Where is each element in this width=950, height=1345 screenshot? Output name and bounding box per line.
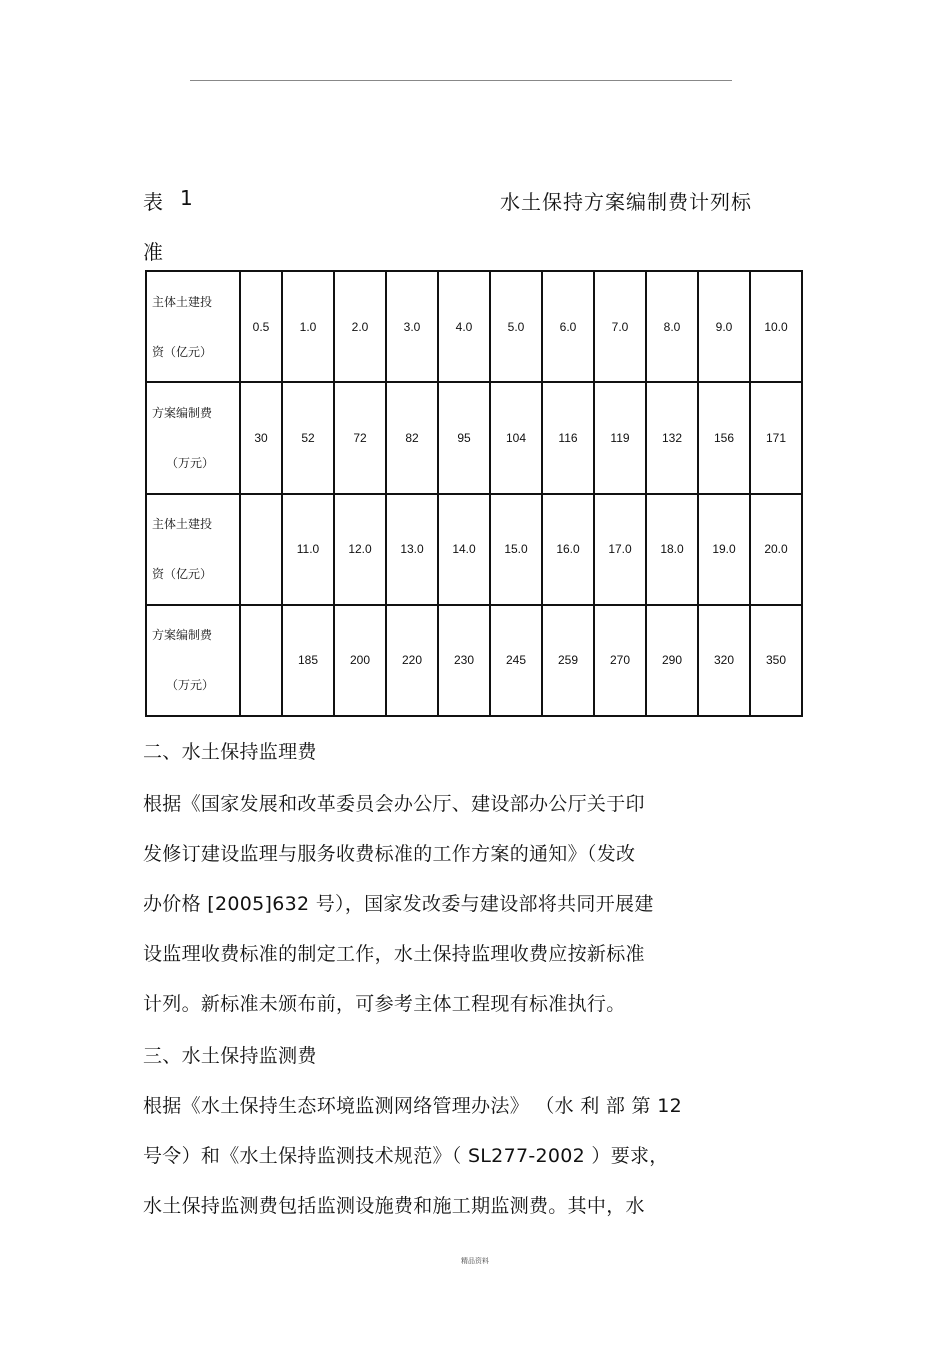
- fee-table: [145, 270, 803, 717]
- row-header: [146, 605, 240, 716]
- row-header-line-2: （万元）: [166, 455, 215, 470]
- table-cell: 4.0: [438, 271, 490, 382]
- table-cell: 119: [594, 382, 646, 493]
- row-header-line-2: 资（亿元）: [152, 344, 213, 359]
- table-cell: [240, 605, 282, 716]
- section3-title: 三、水土保持监测费: [143, 1045, 317, 1067]
- table-row: [146, 494, 802, 605]
- table-cell: 220: [386, 605, 438, 716]
- table-row: [146, 271, 802, 382]
- table-cell: 171: [750, 382, 802, 493]
- table-cell: 11.0: [282, 494, 334, 605]
- paragraph-line-6: 根据《水土保持生态环境监测网络管理办法》 （水 利 部 第 12: [143, 1095, 682, 1117]
- row-header: [146, 494, 240, 605]
- table-cell: 9.0: [698, 271, 750, 382]
- table-caption-number: 1: [180, 186, 193, 210]
- table-cell: 290: [646, 605, 698, 716]
- table-cell: 17.0: [594, 494, 646, 605]
- table-cell: 230: [438, 605, 490, 716]
- row-header-line-1: 方案编制费: [152, 405, 213, 420]
- table-cell: 72: [334, 382, 386, 493]
- paragraph-line-8: 水土保持监测费包括监测设施费和施工期监测费。其中，水: [143, 1195, 645, 1217]
- paragraph-line-3: 办价格 [2005]632 号），国家发改委与建设部将共同开展建: [143, 893, 654, 915]
- page-footer: 精品资料: [461, 1257, 489, 1265]
- table-cell: 95: [438, 382, 490, 493]
- table-cell: 14.0: [438, 494, 490, 605]
- table-cell: 7.0: [594, 271, 646, 382]
- table-cell: 1.0: [282, 271, 334, 382]
- table-cell: 116: [542, 382, 594, 493]
- section2-title: 二、水土保持监理费: [143, 741, 317, 763]
- row-header-line-1: 主体土建投: [152, 294, 213, 309]
- table-cell: 12.0: [334, 494, 386, 605]
- table-cell: 15.0: [490, 494, 542, 605]
- table-cell: 19.0: [698, 494, 750, 605]
- table-cell: 18.0: [646, 494, 698, 605]
- paragraph-line-4: 设监理收费标准的制定工作，水土保持监理收费应按新标准: [143, 943, 645, 965]
- table-caption-title-cont: 准: [143, 240, 163, 264]
- table-cell: 3.0: [386, 271, 438, 382]
- table-cell: 10.0: [750, 271, 802, 382]
- table-cell: 82: [386, 382, 438, 493]
- table-cell: 185: [282, 605, 334, 716]
- table-row: [146, 605, 802, 716]
- paragraph-line-2: 发修订建设监理与服务收费标准的工作方案的通知》（发改: [143, 843, 636, 865]
- paragraph-line-7: 号令）和《水土保持监测技术规范》（ SL277-2002 ）要求，: [143, 1145, 669, 1167]
- table-cell: 30: [240, 382, 282, 493]
- table-cell: 6.0: [542, 271, 594, 382]
- table-cell: 200: [334, 605, 386, 716]
- table-cell: 132: [646, 382, 698, 493]
- table-cell: 2.0: [334, 271, 386, 382]
- table-cell: 270: [594, 605, 646, 716]
- table-cell: 350: [750, 605, 802, 716]
- table-cell: 5.0: [490, 271, 542, 382]
- paragraph-line-5: 计列。新标准未颁布前，可参考主体工程现有标准执行。: [143, 993, 626, 1015]
- table-cell: 104: [490, 382, 542, 493]
- table-cell: 259: [542, 605, 594, 716]
- table-cell: 320: [698, 605, 750, 716]
- row-header-line-2: 资（亿元）: [152, 567, 213, 582]
- row-header-line-2: （万元）: [166, 678, 215, 693]
- table-cell: 13.0: [386, 494, 438, 605]
- table-cell: 245: [490, 605, 542, 716]
- table-cell: 52: [282, 382, 334, 493]
- table-cell: 0.5: [240, 271, 282, 382]
- row-header-line-1: 方案编制费: [152, 628, 213, 643]
- row-header: [146, 271, 240, 382]
- table-row: [146, 382, 802, 493]
- table-cell: [240, 494, 282, 605]
- table-cell: 16.0: [542, 494, 594, 605]
- table-cell: 20.0: [750, 494, 802, 605]
- table-cell: 156: [698, 382, 750, 493]
- table-caption-title: 水土保持方案编制费计列标: [500, 190, 752, 214]
- table-cell: 8.0: [646, 271, 698, 382]
- paragraph-line-1: 根据《国家发展和改革委员会办公厅、建设部办公厅关于印: [143, 793, 645, 815]
- row-header: [146, 382, 240, 493]
- row-header-line-1: 主体土建投: [152, 517, 213, 532]
- table-caption-label: 表: [143, 190, 163, 214]
- header-rule: [190, 80, 732, 81]
